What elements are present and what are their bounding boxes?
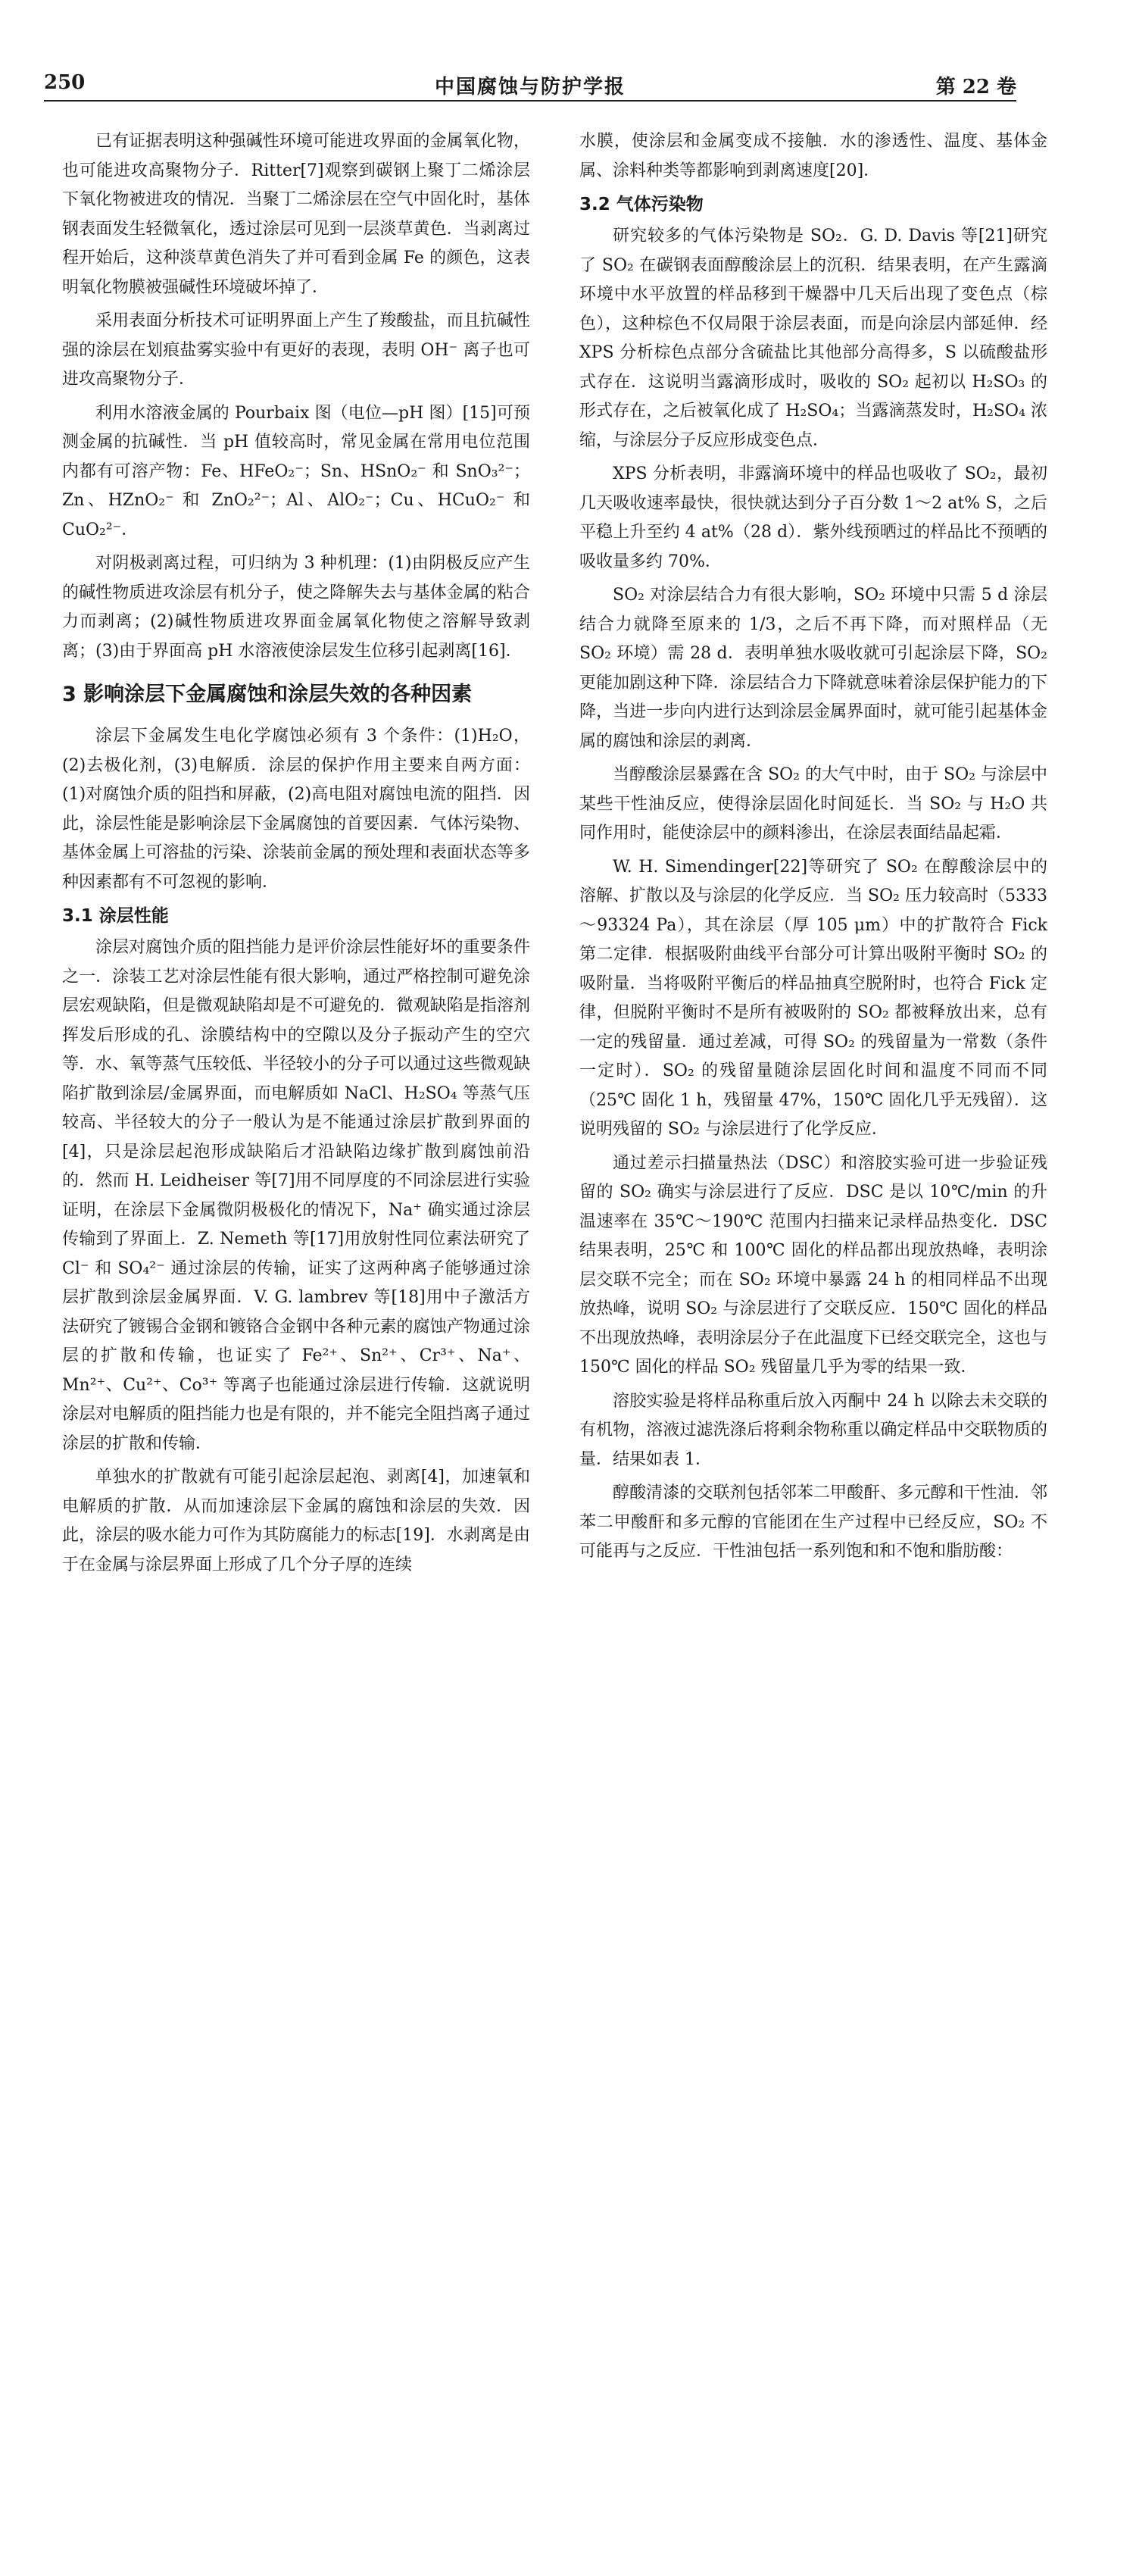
paragraph: 研究较多的气体污染物是 SO₂．G. D. Davis 等[21]研究了 SO₂ 在碳钢表面醇酸涂层上的沉积．结果表明，在产生露滴环境中水平放置的样品移到干燥器中几天后出现了变色点（棕色），这种棕色不仅局限于涂层表面，而是向涂层内部延伸．经 XPS 分析棕色点部分含硫盐比其他部分高得多，S 以硫酸盐形式存在．这说明当露滴形成时，吸收的 SO₂ 起初以 H₂SO₃ 的形式存在，之后被氧化成了 H₂SO₄；当露滴蒸发时，H₂SO₄ 浓缩，与涂层分子反应形成变色点． [579, 227, 1047, 450]
paragraph: 已有证据表明这种强碱性环境可能进攻界面的金属氧化物，也可能进攻高聚物分子．Ritter[7]观察到碳钢上聚丁二烯涂层下氧化物被进攻的情况．当聚丁二烯涂层在空气中固化时，基体钢表面发生轻微氧化，透过涂层可见到一层淡草黄色．当剥离过程开始后，这种淡草黄色消失了并可看到金属 Fe 的颜色，这表明氧化物膜被强碱性环境破坏掉了． [62, 132, 530, 297]
volume-label: 第 22 卷 [935, 76, 1016, 98]
page-header [44, 65, 1016, 102]
paragraph: 水膜，使涂层和金属变成不接触．水的渗透性、温度、基体金属、涂料种类等都影响到剥离速度[20]． [579, 132, 1047, 180]
paragraph: XPS 分析表明，非露滴环境中的样品也吸收了 SO₂，最初几天吸收速率最快，很快就达到分子百分数 1～2 at% S，之后平稳上升至约 4 at%（28 d）．紫外线预晒过的样品比不预晒的吸收量多约 70%． [579, 464, 1047, 571]
page-number: 250 [44, 71, 86, 94]
paragraph: 醇酸清漆的交联剂包括邻苯二甲酸酐、多元醇和干性油．邻苯二甲酸酐和多元醇的官能团在生产过程中已经反应，SO₂ 不可能再与之反应．干性油包括一系列饱和和不饱和脂肪酸： [579, 1483, 1047, 1561]
subsection-heading: 3.1 涂层性能 [62, 906, 169, 926]
section-heading: 3 影响涂层下金属腐蚀和涂层失效的各种因素 [62, 683, 473, 706]
right-column [579, 127, 1047, 1571]
paragraph: 涂层下金属发生电化学腐蚀必须有 3 个条件：(1)H₂O，(2)去极化剂，(3)电解质．涂层的保护作用主要来自两方面：(1)对腐蚀介质的阻挡和屏蔽，(2)高电阻对腐蚀电流的阻挡．因此，涂层性能是影响涂层下金属腐蚀的首要因素．气体污染物、基体金属上可溶盐的污染、涂装前金属的预处理和表面状态等多种因素都有不可忽视的影响． [62, 727, 530, 892]
paragraph: SO₂ 对涂层结合力有很大影响，SO₂ 环境中只需 5 d 涂层结合力就降至原来的 1/3，之后不再下降，而对照样品（无 SO₂ 环境）需 28 d．表明单独水吸收就可引起涂层下降，SO₂ 更能加剧这种下降．涂层结合力下降就意味着涂层保护能力的下降，当进一步向内进行达到涂层金属界面时，就可能引起基体金属的腐蚀和涂层的剥离． [579, 586, 1047, 751]
paragraph: 通过差示扫描量热法（DSC）和溶胶实验可进一步验证残留的 SO₂ 确实与涂层进行了反应．DSC 是以 10℃/min 的升温速率在 35℃～190℃ 范围内扫描来记录样品热变化．DSC 结果表明，25℃ 和 100℃ 固化的样品都出现放热峰，表明涂层交联不完全；而在 SO₂ 环境中暴露 24 h 的相同样品不出现放热峰，说明 SO₂ 与涂层进行了交联反应．150℃ 固化的样品不出现放热峰，表明涂层分子在此温度下已经交联完全，这也与 150℃ 固化的样品 SO₂ 残留量几乎为零的结果一致． [579, 1153, 1047, 1377]
paragraph: 溶胶实验是将样品称重后放入丙酮中 24 h 以除去未交联的有机物，溶液过滤洗涤后将剩余物称重以确定样品中交联物质的量．结果如表 1． [579, 1391, 1047, 1469]
paragraph: 对阴极剥离过程，可归纳为 3 种机理：(1)由阴极反应产生的碱性物质进攻涂层有机分子，使之降解失去与基体金属的粘合力而剥离；(2)碱性物质进攻界面金属氧化物使之溶解导致剥离；(3)由于界面高 pH 水溶液使涂层发生位移引起剥离[16]． [62, 554, 530, 661]
paragraph: W. H. Simendinger[22]等研究了 SO₂ 在醇酸涂层中的溶解、扩散以及与涂层的化学反应．当 SO₂ 压力较高时（5333～93324 Pa），其在涂层（厚 105 μm）中的扩散符合 Fick 第二定律．根据吸附曲线平台部分可计算出吸附平衡时 SO₂ 的吸附量．当将吸附平衡后的样品抽真空脱附时，也符合 Fick 定律，但脱附平衡时不是所有被吸附的 SO₂ 都被释放出来，总有一定的残留量．通过差减，可得 SO₂ 的残留量为一常数（条件一定时）．SO₂ 的残留量随涂层固化时间和温度不同而不同（25℃ 固化 1 h，残留量 47%，150℃ 固化几乎无残留）．这说明残留的 SO₂ 与涂层进行了化学反应． [579, 857, 1047, 1139]
paragraph: 涂层对腐蚀介质的阻挡能力是评价涂层性能好坏的重要条件之一．涂装工艺对涂层性能有很大影响，通过严格控制可避免涂层宏观缺陷，但是微观缺陷却是不可避免的．微观缺陷是指溶剂挥发后形成的孔、涂膜结构中的空隙以及分子振动产生的空穴等．水、氧等蒸气压较低、半径较小的分子可以通过这些微观缺陷扩散到涂层/金属界面，而电解质如 NaCl、H₂SO₄ 等蒸气压较高、半径较大的分子一般认为是不能通过涂层扩散到界面的[4]，只是涂层起泡形成缺陷后才沿缺陷边缘扩散到腐蚀前沿的．然而 H. Leidheiser 等[7]用不同厚度的不同涂层进行实验证明，在涂层下金属微阴极极化的情况下，Na⁺ 确实通过涂层传输到了界面上．Z. Nemeth 等[17]用放射性同位素法研究了 Cl⁻ 和 SO₄²⁻ 通过涂层的传输，证实了这两种离子能够通过涂层扩散到涂层金属界面．V. G. lambrev 等[18]用中子激活方法研究了镀锡合金钢和镀铬合金钢中各种元素的腐蚀产物通过涂层的扩散和传输，也证实了 Fe²⁺、Sn²⁺、Cr³⁺、Na⁺、Mn²⁺、Cu²⁺、Co³⁺ 等离子也能通过涂层进行传输．这就说明涂层对电解质的阻挡能力也是有限的，并不能完全阻挡离子通过涂层的扩散和传输． [62, 938, 530, 1453]
left-column [62, 127, 530, 1584]
paragraph: 采用表面分析技术可证明界面上产生了羧酸盐，而且抗碱性强的涂层在划痕盐雾实验中有更好的表现，表明 OH⁻ 离子也可进攻高聚物分子． [62, 311, 530, 389]
subsection-heading: 3.2 气体污染物 [579, 195, 704, 214]
journal-title: 中国腐蚀与防护学报 [434, 76, 626, 98]
paragraph: 当醇酸涂层暴露在含 SO₂ 的大气中时，由于 SO₂ 与涂层中某些干性油反应，使得涂层固化时间延长．当 SO₂ 与 H₂O 共同作用时，能使涂层中的颜料渗出，在涂层表面结晶起霜． [579, 765, 1047, 843]
paragraph: 单独水的扩散就有可能引起涂层起泡、剥离[4]，加速氧和电解质的扩散．从而加速涂层下金属的腐蚀和涂层的失效．因此，涂层的吸水能力可作为其防腐能力的标志[19]．水剥离是由于在金属与涂层界面上形成了几个分子厚的连续 [62, 1468, 530, 1574]
paragraph: 利用水溶液金属的 Pourbaix 图（电位—pH 图）[15]可预测金属的抗碱性．当 pH 值较高时，常见金属在常用电位范围内都有可溶产物：Fe、HFeO₂⁻；Sn、HSnO₂⁻ 和 SnO₃²⁻；Zn、HZnO₂⁻ 和 ZnO₂²⁻；Al、AlO₂⁻；Cu、HCuO₂⁻ 和 CuO₂²⁻． [62, 403, 530, 539]
